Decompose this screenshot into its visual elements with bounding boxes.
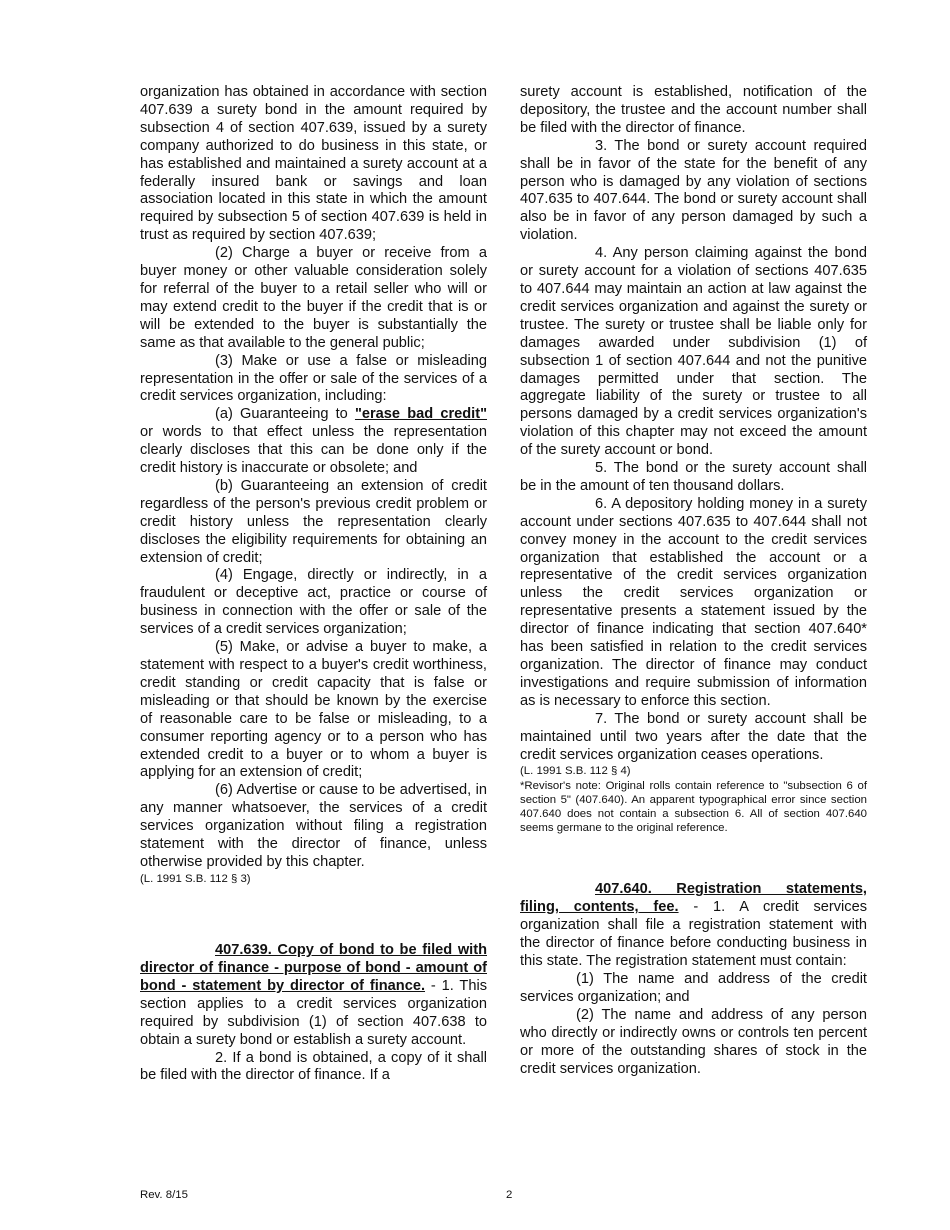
left-item-3: (3) Make or use a false or misleading representation in the offer or sale of the services of a credit services organization, including:: [140, 352, 487, 405]
left-item-6: (6) Advertise or cause to be advertised, in any manner whatsoever, the services of a credit services organization without filing a registration statement with the director of finance, unless otherwise provided by this chapter.: [140, 782, 487, 870]
left-history-note: (L. 1991 S.B. 112 § 3): [140, 872, 251, 885]
right-subsection-7: 7. The bond or surety account shall be maintained until two years after the date that the credit services organization ceases operations.: [520, 710, 867, 763]
right-history-note: (L. 1991 S.B. 112 § 4): [520, 765, 631, 778]
right-subsection-5: 5. The bond or the surety account shall be in the amount of ten thousand dollars.: [520, 460, 867, 494]
right-subsection-3: 3. The bond or surety account required shall be in favor of the state for the benefit of any person who is damaged by any violation of sections 407.635 to 407.644. The bond or surety account shall also be in favor of any person damaged by such a violation.: [520, 137, 867, 244]
section-407-640-heading: 407.640. Registration statements, filing, contents, fee.: [520, 881, 867, 916]
page-number: 2: [506, 1189, 513, 1201]
item-3a-suffix: or words to that effect unless the representation clearly discloses that this can be done only if the credit history is inaccurate or obsolete; and: [140, 424, 487, 477]
section-407-640-subsection-1: - 1. A credit services organization shall file a registration statement with the director of finance before conducting business in this state. The registration statement must contain:: [520, 899, 868, 970]
revision-label: Rev. 8/15: [140, 1189, 188, 1201]
section-407-640-item-2: (2) The name and address of any person who directly or indirectly owns or controls ten percent or more of the outstanding shares of stock in the credit services organization.: [520, 1006, 867, 1077]
left-paragraph-1: organization has obtained in accordance with section 407.639 a surety bond in the amount required by subsection 4 of section 407.639, issued by a surety company authorized to do business in this state, or has established and maintained a surety account at a federally insured bank or savings and loan association located in this state in which the amount required by subsection 5 of section 407.639 is held in trust as required by section 407.639;: [140, 84, 487, 244]
left-item-4: (4) Engage, directly or indirectly, in a fraudulent or deceptive act, practice or course of business in connection with the offer or sale of the services of a credit services organization;: [140, 567, 487, 638]
left-item-3b: (b) Guaranteeing an extension of credit regardless of the person's previous credit problem or credit history unless the representation clearly discloses the eligibility requirements for obtaining an extension of credit;: [140, 477, 487, 566]
right-subsection-6: 6. A depository holding money in a surety account under sections 407.635 to 407.644 shall not convey money in the account to the credit services organization that established the account or a representative of the credit services organization unless the credit services organization or representative presents a statement issued by the director of finance indicating that section 407.640* has been satisfied in relation to the credit services organization. The director of finance may conduct investigations and require submission of information as is necessary to enforce this section.: [520, 495, 867, 709]
section-407-639-subsection-1: - 1. This section applies to a credit services organization required by subdivision (1) of section 407.638 to obtain a surety bond or establish a surety account.: [140, 977, 487, 1048]
section-407-640-item-1: (1) The name and address of the credit services organization; and: [520, 970, 867, 1005]
section-407-639-heading: 407.639. Copy of bond to be filed with director of finance - purpose of bond - amount of bond - statement by director of finance.: [140, 942, 487, 994]
left-item-2: (2) Charge a buyer or receive from a buyer money or other valuable consideration solely for referral of the buyer to a retail seller who will or may extend credit to the buyer if the credit that is or will be extended to the buyer is substantially the same as that available to the general public;: [140, 245, 487, 351]
revisors-note: *Revisor's note: Original rolls contain reference to "subsection 6 of section 5" (407.640). An apparent typographical error since section 407.640 does not contain a subsection 6. All of section 407.640 seems germane to the original reference.: [520, 779, 867, 835]
section-407-640: [520, 881, 867, 971]
left-item-3a: [140, 406, 487, 478]
left-item-5: (5) Make, or advise a buyer to make, a statement with respect to a buyer's credit worthiness, credit standing or credit capacity that is false or misleading or that should be known by the exercise of reasonable care to be false or misleading, to a consumer reporting agency or to a person who has extended credit to a buyer or to whom a buyer is applying for an extension of credit;: [140, 639, 487, 781]
right-paragraph-1: surety account is established, notification of the depository, the trustee and the account number shall be filed with the director of finance.: [520, 84, 867, 136]
erase-bad-credit-phrase: "erase bad credit": [354, 406, 487, 423]
section-407-639: [140, 942, 487, 1049]
item-3a-prefix: (a) Guaranteeing to: [215, 406, 355, 423]
left-column: [140, 84, 487, 1085]
right-column: [520, 84, 867, 1078]
section-407-639-subsection-2: 2. If a bond is obtained, a copy of it shall be filed with the director of finance. If a: [140, 1049, 487, 1084]
right-subsection-4: 4. Any person claiming against the bond or surety account for a violation of sections 407.635 to 407.644 may maintain an action at law against the credit services organization and against the surety or trustee. The surety or trustee shall be liable only for damages awarded under subdivision (1) of subsection 1 of section 407.644 and not the punitive damages permitted under that section. The aggregate liability of the surety or trustee to all persons damaged by a credit services organization's violation of this chapter may not exceed the amount of the surety account or bond.: [520, 245, 867, 459]
